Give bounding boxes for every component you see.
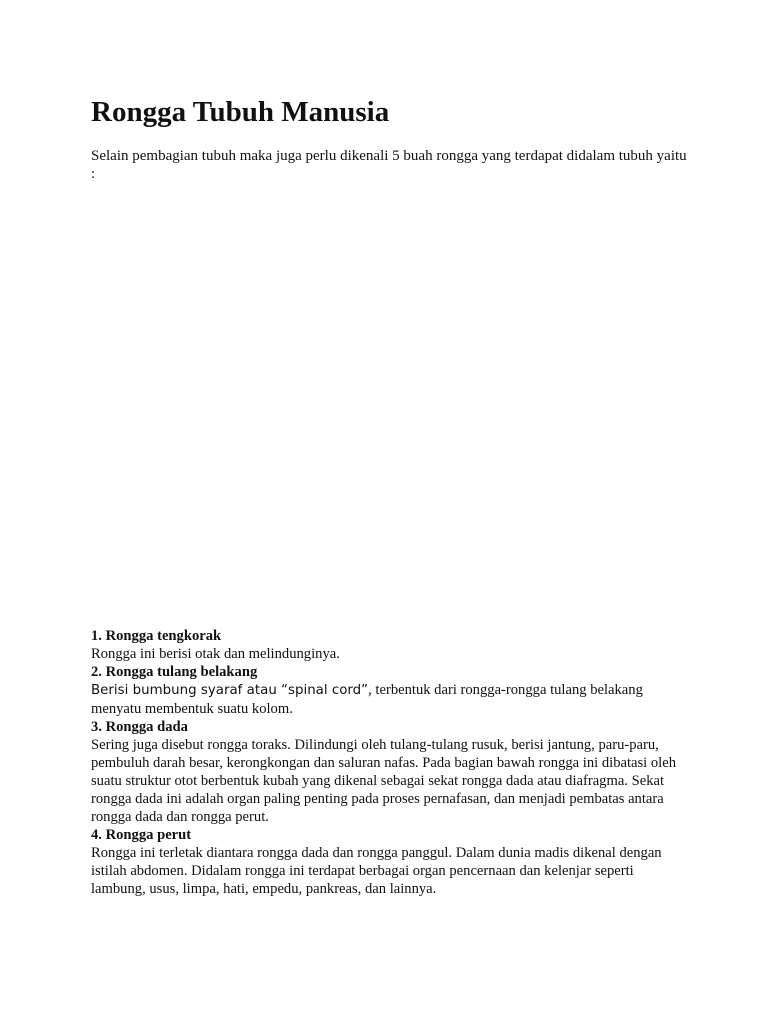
blank-image-area	[91, 190, 691, 620]
intro-paragraph: Selain pembagian tubuh maka juga perlu dikenali 5 buah rongga yang terdapat didalam tubuh yaitu :	[91, 148, 687, 182]
section-body-2	[91, 681, 691, 718]
section-heading-1: 1. Rongga tengkorak	[91, 628, 222, 644]
section-heading-4: 4. Rongga perut	[91, 827, 192, 843]
sections-list	[91, 627, 691, 898]
section-body-1: Rongga ini berisi otak dan melindunginya.	[91, 646, 340, 662]
section-heading-2: 2. Rongga tulang belakang	[91, 664, 258, 680]
section-body-2-rest: , terbentuk dari rongga-rongga tulang belakang menyatu membentuk suatu kolom.	[91, 682, 643, 717]
page-title: Rongga Tubuh Manusia	[91, 96, 390, 128]
section-heading-3: 3. Rongga dada	[91, 719, 188, 735]
section-body-3: Sering juga disebut rongga toraks. Dilindungi oleh tulang-tulang rusuk, berisi jantung, paru-paru, pembuluh darah besar, kerongkongan dan saluran nafas. Pada bagian bawah rongga ini dibatasi oleh suatu struktur otot berbentuk kubah yang dikenal sebagai sekat rongga dada atau diafragma. Sekat rongga dada ini adalah organ paling penting pada proses pernafasan, dan menjadi pembatas antara rongga dada dan rongga perut.	[91, 737, 677, 825]
section-body-4: Rongga ini terletak diantara rongga dada dan rongga panggul. Dalam dunia madis dikenal dengan istilah abdomen. Didalam rongga ini terdapat berbagai organ pencernaan dan kelenjar seperti lambung, usus, limpa, hati, empedu, pankreas, dan lainnya.	[91, 845, 662, 897]
section-body-2-sans-part: Berisi bumbung syaraf atau “spinal cord”	[91, 683, 369, 698]
